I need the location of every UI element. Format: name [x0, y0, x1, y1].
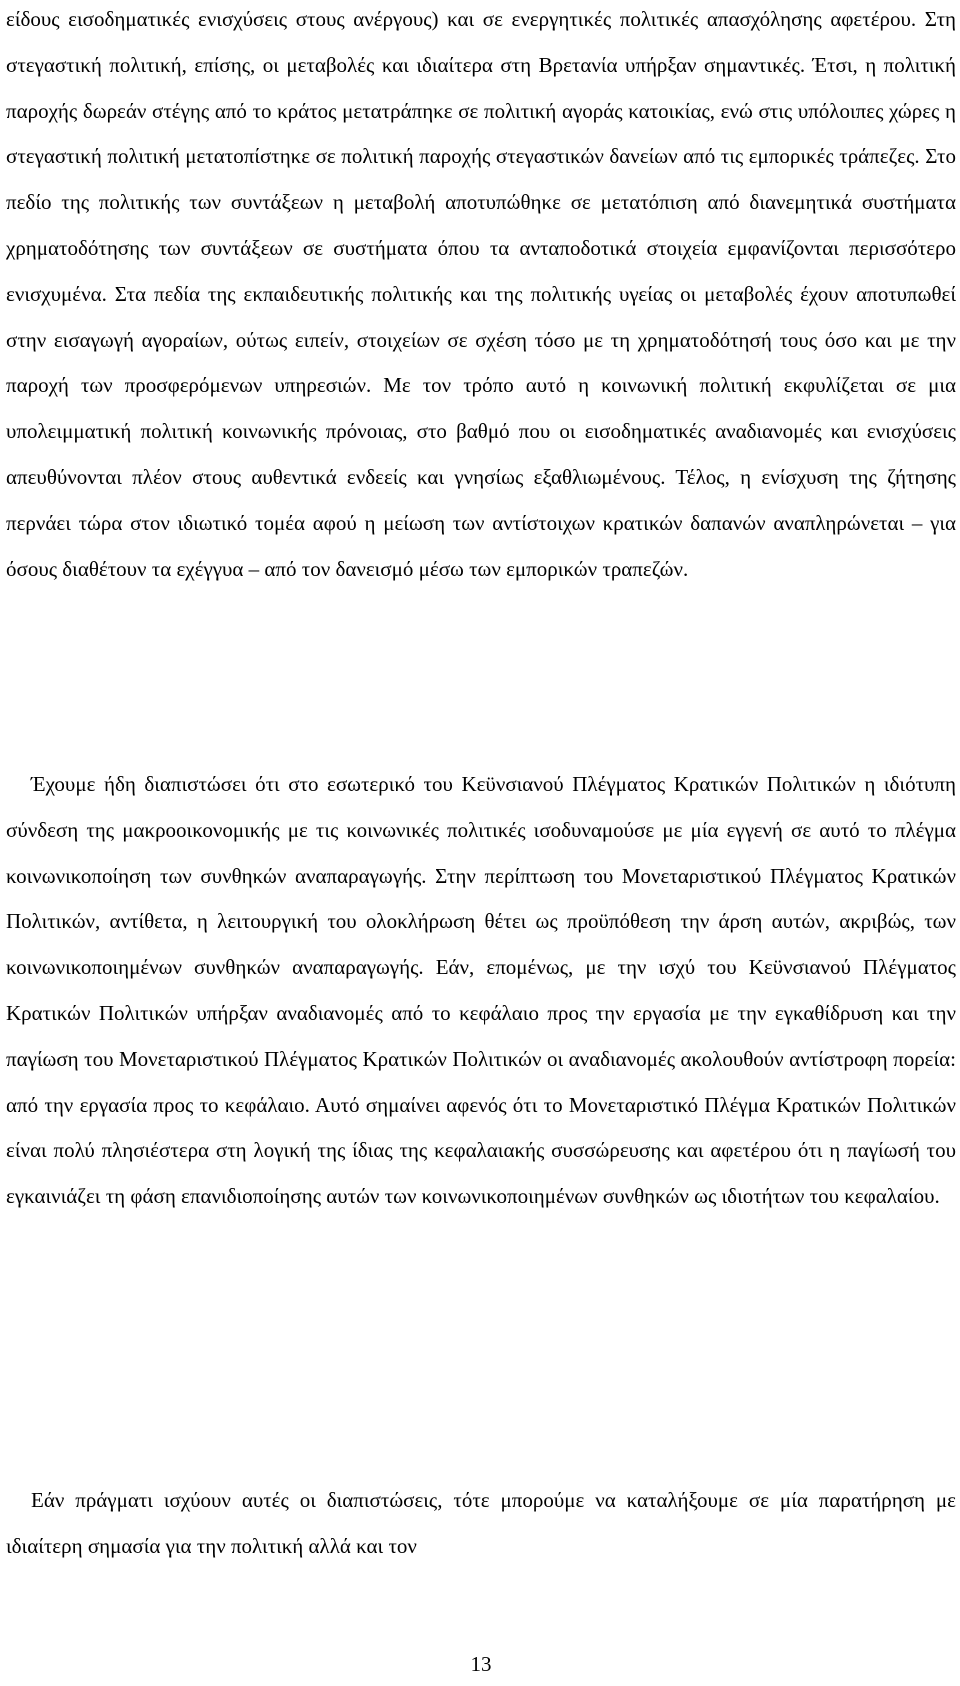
page-number: 13 — [470, 1652, 492, 1676]
body-paragraph-3: Εάν πράγματι ισχύουν αυτές οι διαπιστώσεις, τότε μπορούμε να καταλήξουμε σε μία παρατήρηση με ιδιαίτερη σημασία για την πολιτική αλλά και τον — [6, 1488, 956, 1558]
body-paragraph-2: Έχουμε ήδη διαπιστώσει ότι στο εσωτερικό του Κεϋνσιανού Πλέγματος Κρατικών Πολιτικών η ιδιότυπη σύνδεση της μακροοικονομικής με τις κοινωνικές πολιτικές ισοδυναμούσε με μία εγγενή σε αυτό το πλέγμα κοινωνικοποίηση των συνθηκών αναπαραγωγής. Στην περίπτωση του Μονεταριστικού Πλέγματος Κρατικών Πολιτικών, αντίθετα, η λειτουργική του ολοκλήρωση θέτει ως προϋπόθεση την άρση αυτών, ακριβώς, των κοινωνικοποιημένων συνθηκών αναπαραγωγής. Εάν, επομένως, με την ισχύ του Κεϋνσιανού Πλέγματος Κρατικών Πολιτικών υπήρξαν αναδιανομές από το κεφάλαιο προς την εργασία με την εγκαθίδρυση και την παγίωση του Μονεταριστικού Πλέγματος Κρατικών Πολιτικών οι αναδιανομές ακολουθούν αντίστροφη πορεία: από την εργασία προς το κεφάλαιο. Αυτό σημαίνει αφενός ότι το Μονεταριστικό Πλέγμα Κρατικών Πολιτικών είναι πολύ πλησιέστερα στη λογική της ίδιας της κεφαλαιακής συσσώρευσης και αφετέρου ότι η παγίωσή του εγκαινιάζει τη φάση επανιδιοποίησης αυτών των κοινωνικοποιημένων συνθηκών ως ιδιοτήτων του κεφαλαίου. — [6, 772, 956, 1209]
body-paragraph-1: είδους εισοδηματικές ενισχύσεις στους ανέργους) και σε ενεργητικές πολιτικές απασχόλησης αφετέρου. Στη στεγαστική πολιτική, επίσης, οι μεταβολές και ιδιαίτερα στη Βρετανία υπήρξαν σημαντικές. Έτσι, η πολιτική παροχής δωρεάν στέγης από το κράτος μετατράπηκε σε πολιτική αγοράς κατοικίας, ενώ στις υπόλοιπες χώρες η στεγαστική πολιτική μετατοπίστηκε σε πολιτική παροχής στεγαστικών δανείων από τις εμπορικές τράπεζες. Στο πεδίο της πολιτικής των συντάξεων η μεταβολή αποτυπώθηκε σε μετατόπιση από διανεμητικά συστήματα χρηματοδότησης των συντάξεων σε συστήματα όπου τα ανταποδοτικά στοιχεία εμφανίζονται περισσότερο ενισχυμένα. Στα πεδία της εκπαιδευτικής πολιτικής και της πολιτικής υγείας οι μεταβολές έχουν αποτυπωθεί στην εισαγωγή αγοραίων, ούτως ειπείν, στοιχείων σε σχέση τόσο με τη χρηματοδότησή τους όσο και με την παροχή των προσφερόμενων υπηρεσιών. Με τον τρόπο αυτό η κοινωνική πολιτική εκφυλίζεται σε μια υπολειμματική πολιτική κοινωνικής πρόνοιας, στο βαθμό που οι εισοδηματικές αναδιανομές και ενισχύσεις απευθύνονται πλέον στους αυθεντικά ενδεείς και γνησίως εξαθλιωμένους. Τέλος, η ενίσχυση της ζήτησης περνάει τώρα στον ιδιωτικό τομέα αφού η μείωση των αντίστοιχων κρατικών δαπανών αναπληρώνεται – για όσους διαθέτουν τα εχέγγυα – από τον δανεισμό μέσω των εμπορικών τραπεζών. — [6, 7, 956, 581]
document-page — [6, 0, 956, 1686]
